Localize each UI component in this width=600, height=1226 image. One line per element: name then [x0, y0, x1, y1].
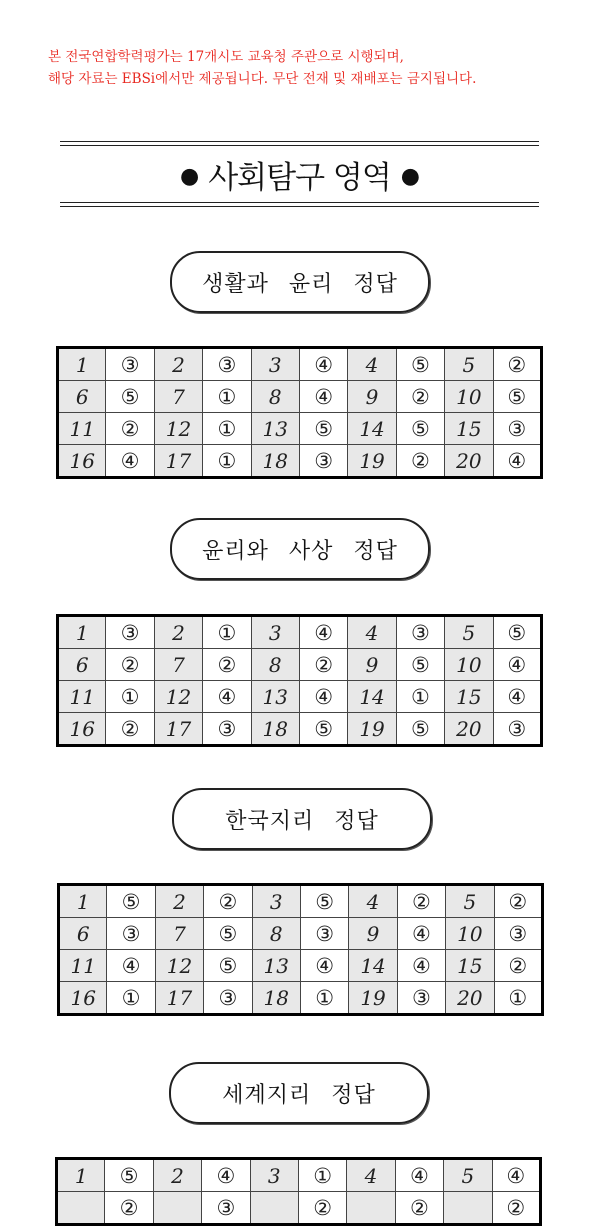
- question-number: 2: [155, 885, 203, 918]
- answer-choice: ④: [299, 616, 347, 649]
- question-number: 16: [59, 982, 107, 1015]
- question-number: 18: [251, 713, 299, 746]
- answer-row: [58, 649, 542, 681]
- question-number: 9: [348, 381, 396, 413]
- answer-choice: ④: [395, 1159, 443, 1192]
- question-number: 12: [154, 681, 202, 713]
- section-title: 생활과 윤리 정답: [202, 271, 398, 297]
- answer-choice: ①: [107, 982, 155, 1015]
- answer-choice: ③: [106, 616, 154, 649]
- question-number: 11: [58, 413, 106, 445]
- answer-row: [58, 681, 542, 713]
- answer-row: [59, 918, 543, 950]
- answer-choice: ②: [204, 885, 252, 918]
- answer-choice: ③: [204, 982, 252, 1015]
- answer-choice: ⑤: [299, 413, 347, 445]
- answer-choice: ②: [106, 649, 154, 681]
- question-number: 2: [154, 616, 202, 649]
- question-number: 2: [153, 1159, 201, 1192]
- answer-choice: ⑤: [204, 950, 252, 982]
- question-number: 13: [251, 413, 299, 445]
- question-number: 16: [58, 445, 106, 478]
- answer-choice: ④: [492, 1159, 540, 1192]
- question-number: 19: [348, 713, 396, 746]
- answer-choice: ②: [105, 1192, 153, 1225]
- answer-choice: ④: [493, 649, 541, 681]
- question-number: [347, 1192, 395, 1225]
- question-number: 19: [348, 445, 396, 478]
- question-number: 5: [444, 1159, 492, 1192]
- answer-row: [57, 1159, 541, 1192]
- answer-choice: ②: [396, 381, 444, 413]
- question-number: 9: [349, 918, 397, 950]
- question-number: 3: [251, 616, 299, 649]
- question-number: 7: [155, 918, 203, 950]
- answer-choice: ③: [397, 982, 445, 1015]
- question-number: 14: [348, 413, 396, 445]
- question-number: 10: [445, 649, 493, 681]
- bullet-icon: ●: [400, 163, 419, 189]
- answer-choice: ④: [299, 381, 347, 413]
- answer-choice: ④: [299, 681, 347, 713]
- question-number: 4: [347, 1159, 395, 1192]
- question-number: 4: [348, 616, 396, 649]
- answer-choice: ⑤: [396, 713, 444, 746]
- question-number: 6: [59, 918, 107, 950]
- question-number: 2: [154, 348, 202, 381]
- answer-choice: ③: [299, 445, 347, 478]
- answer-choice: ④: [202, 1159, 250, 1192]
- answer-choice: ③: [202, 1192, 250, 1225]
- answer-choice: ④: [299, 348, 347, 381]
- answer-choice: ⑤: [105, 1159, 153, 1192]
- answer-choice: ①: [396, 681, 444, 713]
- answer-row: [59, 885, 543, 918]
- question-number: 8: [251, 649, 299, 681]
- section-title-pill: [170, 518, 430, 580]
- answer-table: [57, 883, 544, 1016]
- answer-choice: ⑤: [299, 713, 347, 746]
- answer-row: [58, 445, 542, 478]
- answer-table: [55, 1157, 542, 1226]
- question-number: 17: [154, 713, 202, 746]
- answer-choice: ①: [203, 616, 251, 649]
- answer-choice: ④: [107, 950, 155, 982]
- answer-choice: ③: [106, 348, 154, 381]
- answer-choice: ②: [396, 445, 444, 478]
- answer-choice: ②: [494, 885, 542, 918]
- question-number: 17: [154, 445, 202, 478]
- answer-row: [57, 1192, 541, 1225]
- answer-choice: ④: [300, 950, 348, 982]
- question-number: 4: [349, 885, 397, 918]
- answer-choice: ③: [203, 348, 251, 381]
- question-number: [153, 1192, 201, 1225]
- question-number: 1: [59, 885, 107, 918]
- answer-choice: ⑤: [107, 885, 155, 918]
- answer-choice: ①: [300, 982, 348, 1015]
- answer-choice: ④: [493, 681, 541, 713]
- question-number: 19: [349, 982, 397, 1015]
- question-number: 14: [349, 950, 397, 982]
- question-number: 5: [445, 348, 493, 381]
- question-number: 8: [252, 918, 300, 950]
- question-number: 15: [445, 681, 493, 713]
- page-title-text: 사회탐구 영역: [208, 159, 391, 196]
- question-number: [444, 1192, 492, 1225]
- answer-table: [56, 614, 543, 747]
- section-title: 한국지리 정답: [225, 808, 379, 834]
- answer-choice: ⑤: [300, 885, 348, 918]
- question-number: 5: [445, 616, 493, 649]
- answer-choice: ③: [493, 713, 541, 746]
- question-number: 5: [446, 885, 494, 918]
- subject-banner: [60, 141, 539, 207]
- question-number: 8: [251, 381, 299, 413]
- question-number: 20: [445, 713, 493, 746]
- section-title-pill: [172, 788, 432, 850]
- answer-choice: ⑤: [493, 616, 541, 649]
- answer-choice: ④: [493, 445, 541, 478]
- question-number: [57, 1192, 105, 1225]
- answer-choice: ⑤: [396, 348, 444, 381]
- answer-choice: ④: [397, 950, 445, 982]
- answer-choice: ②: [492, 1192, 540, 1225]
- answer-choice: ⑤: [204, 918, 252, 950]
- answer-choice: ④: [106, 445, 154, 478]
- question-number: 1: [58, 616, 106, 649]
- section-title-pill: [169, 1062, 429, 1124]
- question-number: 12: [155, 950, 203, 982]
- question-number: 16: [58, 713, 106, 746]
- answer-choice: ①: [106, 681, 154, 713]
- answer-choice: ③: [107, 918, 155, 950]
- answer-row: [58, 616, 542, 649]
- answer-choice: ③: [494, 918, 542, 950]
- answer-choice: ①: [298, 1159, 346, 1192]
- notice-line-1: 본 전국연합학력평가는 17개시도 교육청 주관으로 시행되며,: [48, 49, 404, 65]
- answer-table: [56, 346, 543, 479]
- answer-choice: ②: [203, 649, 251, 681]
- answer-row: [58, 381, 542, 413]
- answer-choice: ⑤: [396, 649, 444, 681]
- question-number: 13: [252, 950, 300, 982]
- question-number: 11: [58, 681, 106, 713]
- question-number: 10: [446, 918, 494, 950]
- question-number: 7: [154, 649, 202, 681]
- question-number: 6: [58, 649, 106, 681]
- answer-choice: ③: [396, 616, 444, 649]
- question-number: 15: [446, 950, 494, 982]
- answer-choice: ④: [203, 681, 251, 713]
- answer-choice: ③: [203, 713, 251, 746]
- answer-choice: ③: [300, 918, 348, 950]
- question-number: 18: [251, 445, 299, 478]
- answer-row: [59, 982, 543, 1015]
- section-title: 윤리와 사상 정답: [202, 538, 398, 564]
- notice-line-2: 해당 자료는 EBSi에서만 제공됩니다. 무단 전재 및 재배포는 금지됩니다.: [48, 71, 477, 87]
- answer-choice: ⑤: [493, 381, 541, 413]
- question-number: 10: [445, 381, 493, 413]
- question-number: 4: [348, 348, 396, 381]
- page-title: [60, 141, 539, 207]
- question-number: 11: [59, 950, 107, 982]
- copyright-notice: [48, 46, 588, 90]
- answer-choice: ②: [298, 1192, 346, 1225]
- question-number: 1: [57, 1159, 105, 1192]
- answer-choice: ①: [203, 413, 251, 445]
- bullet-icon: ●: [180, 163, 199, 189]
- answer-choice: ⑤: [106, 381, 154, 413]
- question-number: 3: [251, 348, 299, 381]
- question-number: 13: [251, 681, 299, 713]
- question-number: 3: [252, 885, 300, 918]
- answer-choice: ②: [106, 713, 154, 746]
- answer-choice: ②: [494, 950, 542, 982]
- question-number: 20: [446, 982, 494, 1015]
- answer-row: [58, 713, 542, 746]
- answer-choice: ③: [493, 413, 541, 445]
- answer-choice: ④: [397, 918, 445, 950]
- question-number: 17: [155, 982, 203, 1015]
- answer-choice: ②: [493, 348, 541, 381]
- answer-choice: ②: [106, 413, 154, 445]
- question-number: 20: [445, 445, 493, 478]
- answer-choice: ①: [203, 445, 251, 478]
- answer-row: [58, 413, 542, 445]
- answer-choice: ⑤: [396, 413, 444, 445]
- answer-choice: ②: [397, 885, 445, 918]
- section-title: 세계지리 정답: [222, 1082, 376, 1108]
- answer-choice: ①: [203, 381, 251, 413]
- question-number: 15: [445, 413, 493, 445]
- answer-choice: ①: [494, 982, 542, 1015]
- answer-choice: ②: [395, 1192, 443, 1225]
- question-number: 14: [348, 681, 396, 713]
- answer-row: [58, 348, 542, 381]
- section-title-pill: [170, 251, 430, 313]
- question-number: [250, 1192, 298, 1225]
- answer-choice: ②: [299, 649, 347, 681]
- question-number: 12: [154, 413, 202, 445]
- question-number: 6: [58, 381, 106, 413]
- question-number: 18: [252, 982, 300, 1015]
- question-number: 1: [58, 348, 106, 381]
- answer-row: [59, 950, 543, 982]
- question-number: 9: [348, 649, 396, 681]
- question-number: 7: [154, 381, 202, 413]
- question-number: 3: [250, 1159, 298, 1192]
